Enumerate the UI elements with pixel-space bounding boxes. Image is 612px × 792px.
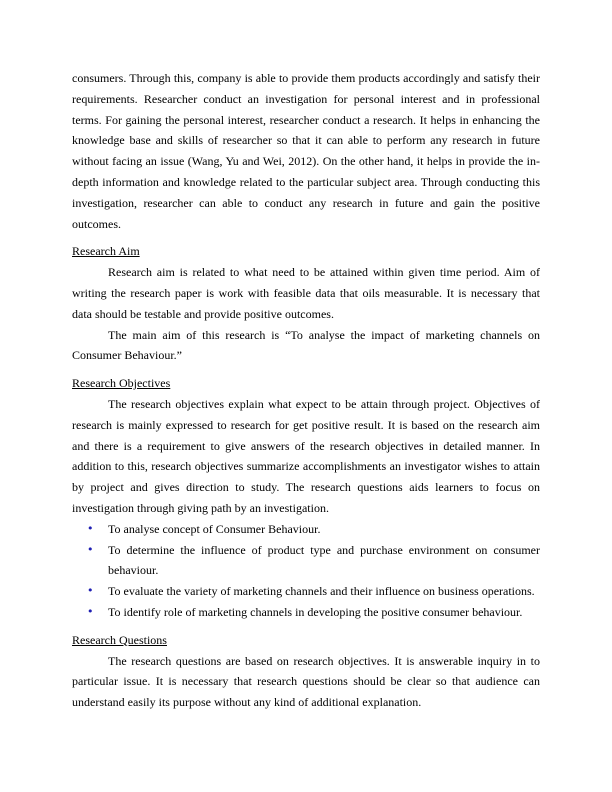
list-item bbox=[72, 602, 540, 623]
list-item-text: To analyse concept of Consumer Behaviour. bbox=[108, 521, 321, 536]
list-item-text: To determine the influence of product type and purchase environment on consumer behaviour. bbox=[108, 542, 540, 578]
bullet-icon: • bbox=[87, 542, 94, 556]
research-questions-paragraph: The research questions are based on research objectives. It is answerable inquiry in to particular issue. It is necessary that research questions should be clear so that audience can understand easily its purpose without any kind of additional explanation. bbox=[72, 653, 540, 710]
list-item bbox=[72, 540, 540, 582]
list-item bbox=[72, 519, 540, 540]
research-aim-heading: Research Aim bbox=[72, 244, 140, 259]
intro-paragraph: consumers. Through this, company is able to provide them products accordingly and satisfy their requirements. Researcher conduct an investigation for personal interest and in professional terms. For gaining the personal interest, researcher conduct a research. It helps in enhancing the knowledge base and skills of researcher so that it can able to perform any research in future without facing an issue (Wang, Yu and Wei, 2012). On the other hand, it helps in provide the in-depth information and knowledge related to the particular subject area. Through conducting this investigation, researcher can able to conduct any research in future and gain the positive outcomes. bbox=[72, 71, 540, 231]
research-objectives-list bbox=[72, 519, 540, 623]
bullet-icon: • bbox=[87, 584, 94, 598]
research-objectives-heading: Research Objectives bbox=[72, 376, 171, 391]
research-aim-paragraph-1: Research aim is related to what need to be attained within given time period. Aim of writing the research paper is work with feasible data that oils measurable. It is necessary that data should be testable and provide positive outcomes. bbox=[72, 265, 540, 321]
bullet-icon: • bbox=[87, 604, 94, 618]
research-questions-heading: Research Questions bbox=[72, 632, 167, 647]
list-item bbox=[72, 581, 540, 602]
list-item-text: To identify role of marketing channels in developing the positive consumer behaviour. bbox=[108, 604, 523, 619]
document-page bbox=[72, 68, 540, 713]
research-objectives-paragraph: The research objectives explain what expect to be attain through project. Objectives of research is mainly expressed to research for get positive result. It is based on the research aim and there is a requirement to give answers of the research objectives in detailed manner. In addition to this, research objectives summarize accomplishments an investigator wishes to attain by project and gives direction to study. The research questions aids learners to focus on investigation through giving path by an investigation. bbox=[72, 396, 540, 515]
research-aim-paragraph-2: The main aim of this research is “To analyse the impact of marketing channels on Consumer Behaviour.” bbox=[72, 327, 540, 363]
bullet-icon: • bbox=[87, 521, 94, 535]
list-item-text: To evaluate the variety of marketing channels and their influence on business operations. bbox=[108, 584, 535, 599]
